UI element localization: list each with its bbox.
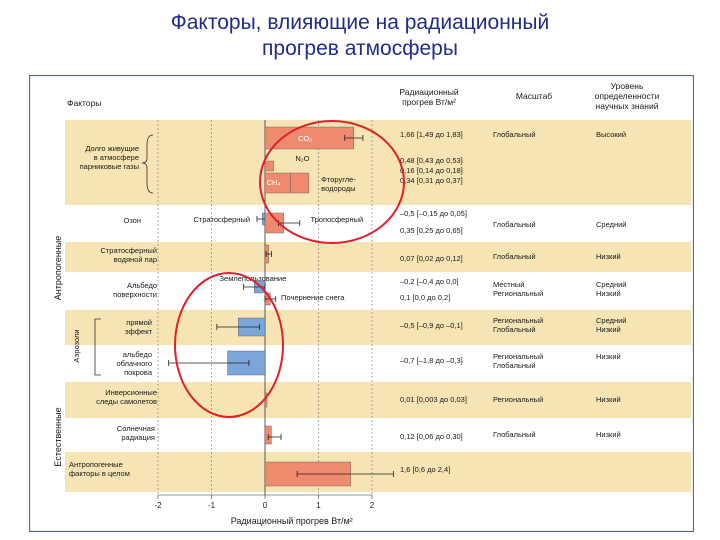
bar-n2o bbox=[265, 161, 274, 171]
slide-title bbox=[0, 10, 720, 62]
x-axis-title: Радиационный прогрев Вт/м² bbox=[230, 516, 353, 526]
bar-label-black-carbon: Почернение снега bbox=[281, 293, 345, 302]
factor-label-7-line-1: радиация bbox=[121, 433, 155, 442]
row-ghg-certainty-0: Высокий bbox=[596, 130, 627, 139]
bar-label-ch4: CH₄ bbox=[266, 178, 281, 187]
factor-label-0-line-1: в атмосфере bbox=[93, 153, 139, 162]
x-tick-label-0: 0 bbox=[262, 501, 268, 510]
factor-label-2-line-0: Стратосферный bbox=[100, 246, 157, 255]
row-ozone-certainty-0: Средний bbox=[596, 220, 627, 229]
row-solar-certainty-0: Низкий bbox=[596, 430, 621, 439]
value-halocarbons: 0,34 [0,31 до 0,37] bbox=[400, 176, 463, 185]
row-albedo-scale-1: Региональный bbox=[493, 289, 544, 298]
row-cloud-albedo-certainty-0: Низкий bbox=[596, 352, 621, 361]
value-ch4: 0,48 [0,43 до 0,53] bbox=[400, 156, 463, 165]
row-solar-scale-0: Глобальный bbox=[493, 430, 536, 439]
bar-label-ozone-stratospheric: Стратосферный bbox=[193, 215, 251, 224]
x-tick-label--2: -2 bbox=[154, 501, 162, 510]
value-albedo-land-use: –0,2 [–0,4 до 0,0] bbox=[400, 277, 459, 286]
factor-label-5-line-1: облачного bbox=[116, 359, 152, 368]
factor-label-8-line-1: факторы в целом bbox=[69, 469, 130, 478]
factor-label-7-line-0: Солнечная bbox=[116, 424, 155, 433]
factor-label-4-line-1: эффект bbox=[124, 327, 152, 336]
row-contrails-certainty-0: Низкий bbox=[596, 395, 621, 404]
value-water-vapor: 0,07 [0,02 до 0,12] bbox=[400, 254, 463, 263]
header-forcing-line-2: прогрев Вт/м² bbox=[402, 97, 456, 107]
bar-label-co2: CO₂ bbox=[298, 134, 313, 143]
row-aerosol-direct-scale-0: Региональный bbox=[493, 316, 544, 325]
header-factors: Факторы bbox=[67, 98, 102, 108]
header-scale: Масштаб bbox=[515, 91, 553, 101]
value-cloud-albedo: –0,7 [–1,8 до –0,3] bbox=[400, 356, 463, 365]
x-tick-label--1: -1 bbox=[207, 501, 216, 510]
value-albedo-black-carbon: 0,1 [0,0 до 0,2] bbox=[400, 293, 451, 302]
row-aerosol-direct-certainty-0: Средний bbox=[596, 316, 627, 325]
row-water-vapor-certainty-0: Низкий bbox=[596, 252, 621, 261]
factor-label-5-line-0: альбедо bbox=[122, 350, 152, 359]
factor-label-6-line-0: Инверсионные bbox=[105, 388, 157, 397]
bar-label-halocarbons-line-0: Фторугле- bbox=[321, 175, 356, 184]
bar-label-halocarbons-line-1: водороды bbox=[321, 184, 356, 193]
slide-title-line-1: Факторы, влияющие на радиационный bbox=[170, 11, 550, 34]
bar-halocarbons bbox=[291, 173, 309, 193]
value-n2o: 0,16 [0,14 до 0,18] bbox=[400, 166, 463, 175]
row-albedo-certainty-0: Средний bbox=[596, 280, 627, 289]
factor-label-3-line-0: Альбедо bbox=[126, 281, 157, 290]
value-contrails: 0,01 [0,003 до 0,03] bbox=[400, 395, 467, 404]
row-water-vapor-scale-0: Глобальный bbox=[493, 252, 536, 261]
factor-label-3-line-1: поверхности bbox=[113, 290, 157, 299]
factor-label-0-line-0: Долго живущие bbox=[85, 144, 139, 153]
row-ghg-scale-0: Глобальный bbox=[493, 130, 536, 139]
value-total-anthropogenic: 1,6 [0,6 до 2,4] bbox=[400, 465, 451, 474]
row-albedo-scale-0: Местный bbox=[493, 280, 525, 289]
factor-label-2-line-1: водяной пар bbox=[113, 255, 157, 264]
header-certainty-line-3: научных знаний bbox=[595, 101, 659, 111]
header-certainty-line-1: Уровень bbox=[610, 81, 644, 91]
row-cloud-albedo-scale-0: Региональный bbox=[493, 352, 544, 361]
row-cloud-albedo-scale-1: Глобальный bbox=[493, 361, 536, 370]
x-tick-label-2: 2 bbox=[369, 501, 375, 510]
slide-title-line-2: прогрев атмосферы bbox=[262, 37, 458, 60]
factor-label-1-line-0: Озон bbox=[123, 216, 141, 225]
group-label-natural: Естественные bbox=[53, 407, 63, 467]
row-albedo-certainty-1: Низкий bbox=[596, 289, 621, 298]
radiative-forcing-chart bbox=[29, 75, 694, 532]
bar-label-land-use: Землепользование bbox=[219, 274, 287, 283]
header-certainty-line-2: определенности bbox=[594, 91, 660, 101]
group-label-anthropogenic: Антропогенные bbox=[53, 235, 63, 301]
value-ozone-stratospheric: –0,5 [–0,15 до 0,05] bbox=[400, 209, 467, 218]
factor-label-4-line-0: прямой bbox=[126, 318, 152, 327]
header-forcing-line-1: Радиационный bbox=[399, 87, 459, 97]
bar-label-ozone-tropospheric: Тропосферный bbox=[310, 215, 364, 224]
value-solar: 0,12 [0,06 до 0,30] bbox=[400, 432, 463, 441]
row-band-8 bbox=[65, 452, 691, 492]
row-contrails-scale-0: Региональный bbox=[493, 395, 544, 404]
group-label-aerosols: Аэрозоли bbox=[72, 329, 81, 363]
value-ozone-tropospheric: 0,35 [0,25 до 0,65] bbox=[400, 226, 463, 235]
value-aerosol-direct: –0,5 [–0,9 до –0,1] bbox=[400, 321, 463, 330]
factor-label-0-line-2: парниковые газы bbox=[79, 162, 139, 171]
x-tick-label-1: 1 bbox=[316, 501, 321, 510]
row-ozone-scale-0: Глобальный bbox=[493, 220, 536, 229]
factor-label-5-line-2: покрова bbox=[124, 368, 152, 377]
value-co2: 1,66 [1,49 до 1,83] bbox=[400, 130, 463, 139]
factor-label-8-line-0: Антропогенные bbox=[69, 460, 123, 469]
bar-label-n2o: N₂O bbox=[295, 154, 310, 163]
row-aerosol-direct-scale-1: Глобальный bbox=[493, 325, 536, 334]
row-aerosol-direct-certainty-1: Низкий bbox=[596, 325, 621, 334]
factor-label-6-line-1: следы самолетов bbox=[96, 397, 157, 406]
